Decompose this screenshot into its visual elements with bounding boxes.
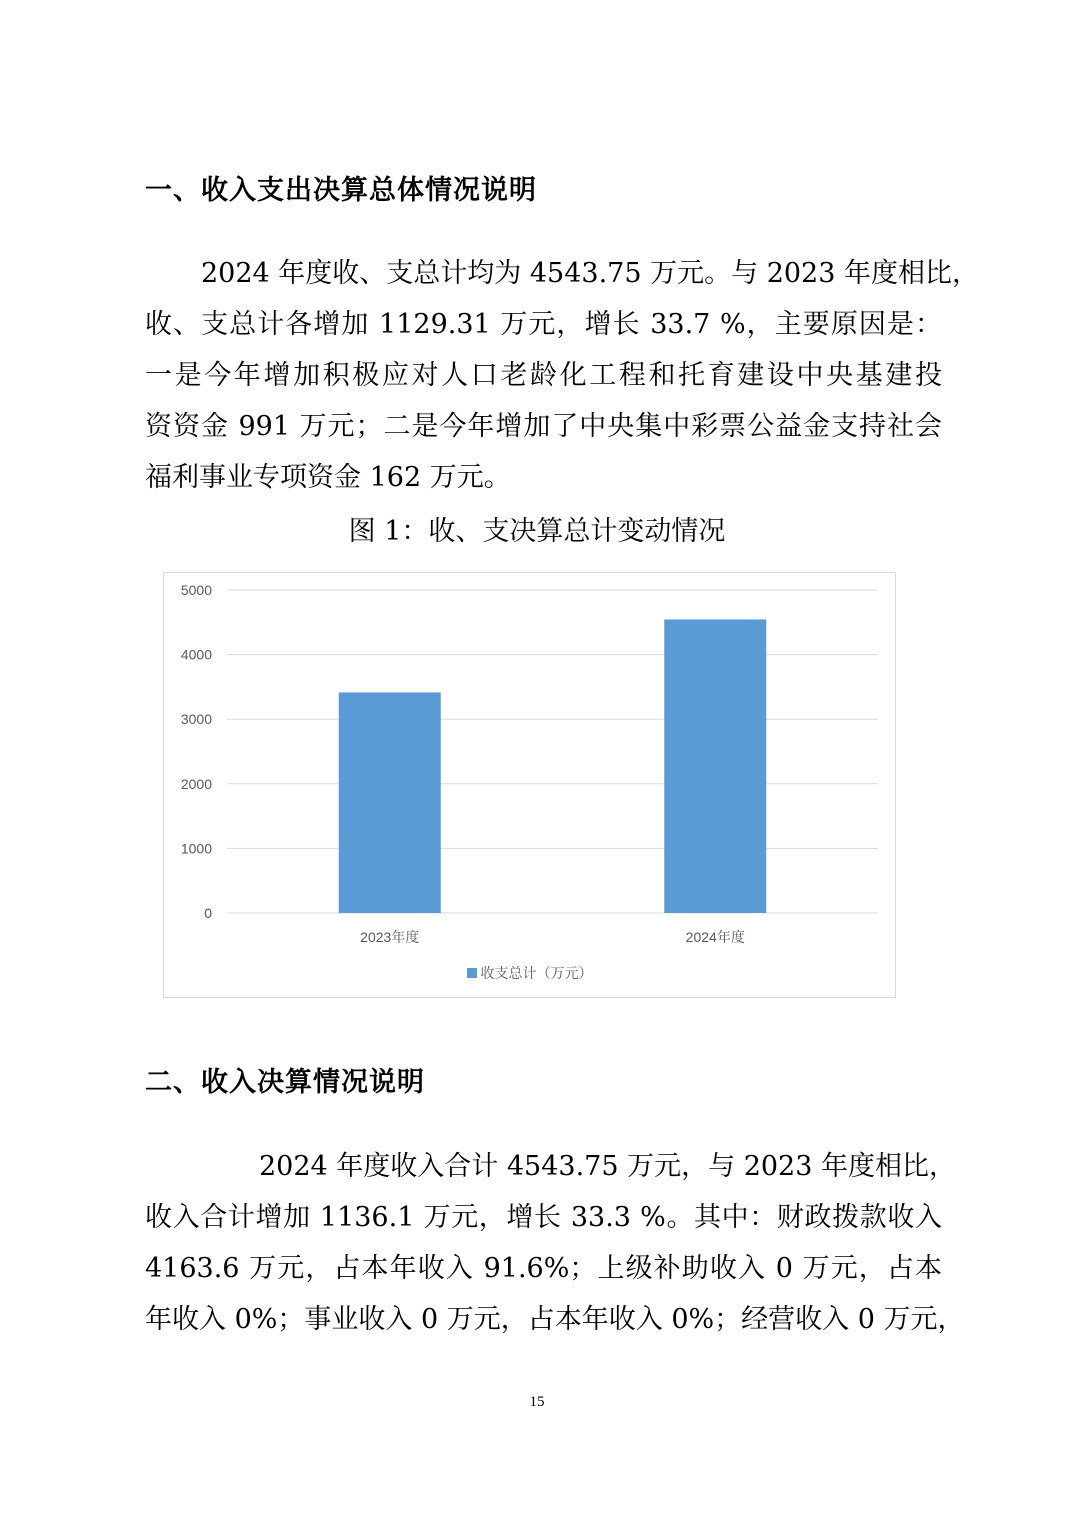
x-tick-label: 2023年度 bbox=[360, 929, 420, 945]
paragraph-line: 一是今年增加积极应对人口老龄化工程和托育建设中央基建投 bbox=[145, 360, 942, 391]
x-tick-label: 2024年度 bbox=[685, 929, 745, 945]
bar bbox=[339, 692, 441, 913]
figure-caption: 图 1：收、支决算总计变动情况 bbox=[348, 516, 726, 547]
paragraph-line: 2024 年度收入合计 4543.75 万元，与 2023 年度相比， bbox=[259, 1151, 956, 1182]
y-tick-label: 3000 bbox=[180, 711, 212, 728]
y-tick-label: 1000 bbox=[180, 840, 212, 857]
section2-paragraph bbox=[145, 1141, 965, 1345]
legend-label: 收支总计（万元） bbox=[480, 966, 593, 982]
section1-heading: 一、收入支出决算总体情况说明 bbox=[145, 175, 537, 206]
y-tick-label: 0 bbox=[204, 905, 212, 921]
y-tick-label: 2000 bbox=[180, 775, 212, 792]
y-tick-label: 4000 bbox=[180, 646, 212, 663]
section2-heading: 二、收入决算情况说明 bbox=[145, 1067, 425, 1098]
paragraph-line: 资资金 991 万元；二是今年增加了中央集中彩票公益金支持社会 bbox=[145, 411, 942, 442]
bar-chart bbox=[163, 572, 896, 998]
paragraph-line: 4163.6 万元，占本年收入 91.6%；上级补助收入 0 万元，占本 bbox=[145, 1253, 942, 1284]
paragraph-line: 2024 年度收、支总计均为 4543.75 万元。与 2023 年度相比， bbox=[201, 258, 979, 289]
bar bbox=[664, 619, 766, 913]
paragraph-line: 年收入 0%；事业收入 0 万元，占本年收入 0%；经营收入 0 万元， bbox=[145, 1304, 965, 1335]
chart-plot bbox=[164, 573, 895, 997]
section1-paragraph bbox=[145, 248, 979, 503]
chart-legend bbox=[164, 963, 895, 983]
page-number: 15 bbox=[529, 1394, 545, 1410]
paragraph-line: 福利事业专项资金 162 万元。 bbox=[145, 462, 511, 493]
legend-swatch bbox=[467, 968, 477, 978]
paragraph-line: 收、支总计各增加 1129.31 万元，增长 33.7 %，主要原因是： bbox=[145, 309, 942, 340]
paragraph-line: 收入合计增加 1136.1 万元，增长 33.3 %。其中：财政拨款收入 bbox=[145, 1202, 942, 1233]
y-tick-label: 5000 bbox=[180, 582, 212, 598]
